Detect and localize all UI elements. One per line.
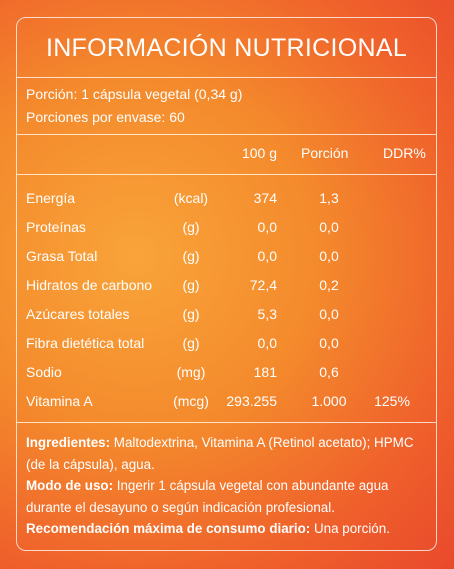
value-portion: 0,0 <box>319 248 339 264</box>
value-per100: 0,0 <box>257 219 277 235</box>
value-portion: 0,2 <box>319 277 339 293</box>
usage-note <box>26 475 431 518</box>
header-ddr: DDR% <box>383 145 426 161</box>
serving-divider <box>17 134 436 135</box>
nutrient-unit: (g) <box>182 248 200 264</box>
nutrient-unit: (g) <box>182 277 200 293</box>
nutrient-name: Proteínas <box>26 219 86 235</box>
title-divider <box>17 77 436 78</box>
nutrient-name: Azúcares totales <box>26 306 130 322</box>
panel-title: INFORMACIÓN NUTRICIONAL <box>45 34 408 62</box>
nutrient-unit: (g) <box>182 335 200 351</box>
value-portion: 1.000 <box>311 393 347 409</box>
value-portion: 1,3 <box>319 190 339 206</box>
nutrient-name: Energía <box>26 190 76 206</box>
notes-section <box>26 432 431 540</box>
recommendation-note <box>26 518 431 540</box>
usage-text: Ingerir 1 cápsula vegetal con abundante agua durante el desayuno o según indicación profesional. <box>26 478 389 515</box>
nutrition-facts-panel <box>16 17 437 551</box>
usage-label: Modo de uso: <box>26 478 114 493</box>
table-row <box>17 248 436 268</box>
header-per100: 100 g <box>241 145 277 161</box>
value-portion: 0,0 <box>319 335 339 351</box>
nutrient-name: Hidratos de carbono <box>26 277 153 293</box>
table-row <box>17 364 436 384</box>
value-per100: 0,0 <box>257 335 277 351</box>
nutrient-unit: (mg) <box>176 364 206 380</box>
nutrient-unit: (kcal) <box>173 190 209 206</box>
nutrient-name: Fibra dietética total <box>26 335 145 351</box>
value-portion: 0,0 <box>319 219 339 235</box>
value-ddr: 125% <box>374 393 410 409</box>
nutrient-name: Sodio <box>26 364 62 380</box>
nutrient-name: Vitamina A <box>26 393 93 409</box>
nutrient-unit: (g) <box>182 306 200 322</box>
value-per100: 293.255 <box>226 393 277 409</box>
table-row <box>17 190 436 210</box>
table-row <box>17 393 436 413</box>
ingredients-label: Ingredientes: <box>26 435 111 450</box>
table-row <box>17 306 436 326</box>
table-row <box>17 219 436 239</box>
servings-per-container: Porciones por envase: 60 <box>26 109 185 125</box>
ingredients-text: Maltodextrina, Vitamina A (Retinol acetato); HPMC (de la cápsula), agua. <box>26 435 414 472</box>
value-per100: 5,3 <box>257 306 277 322</box>
table-bottom-divider <box>17 422 436 423</box>
serving-portion: Porción: 1 cápsula vegetal (0,34 g) <box>26 86 243 102</box>
recommendation-text: Una porción. <box>310 521 390 536</box>
ingredients-note <box>26 432 431 475</box>
nutrient-unit: (g) <box>182 219 200 235</box>
value-per100: 0,0 <box>257 248 277 264</box>
value-per100: 374 <box>253 190 277 206</box>
header-divider <box>17 174 436 175</box>
value-per100: 72,4 <box>249 277 277 293</box>
table-row <box>17 335 436 355</box>
value-portion: 0,6 <box>319 364 339 380</box>
table-row <box>17 277 436 297</box>
value-per100: 181 <box>253 364 277 380</box>
recommendation-label: Recomendación máxima de consumo diario: <box>26 521 311 536</box>
nutrient-unit: (mcg) <box>173 393 209 409</box>
value-portion: 0,0 <box>319 306 339 322</box>
nutrient-name: Grasa Total <box>26 248 98 264</box>
header-portion: Porción <box>301 145 349 161</box>
